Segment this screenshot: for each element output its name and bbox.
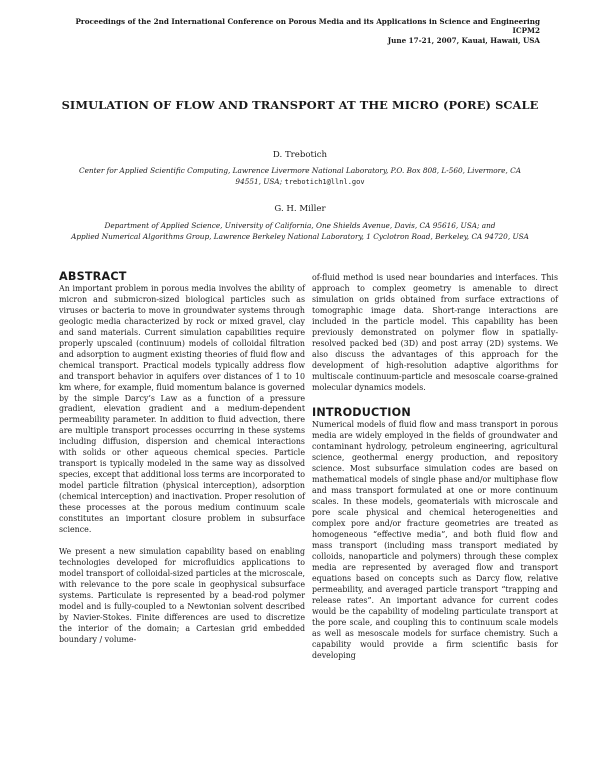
abstract-paragraph-1: An important problem in porous media involves the ability of micron and submicron-sized biological particles such as viruses or bacteria to move in groundwater systems through geologic media characterized by rock or mixed gravel, clay and sand materials. Current simulation capabilities require properly upscaled (continuum) models of colloidal filtration and adsorption to augment existing theories of fluid flow and chemical transport. Practical models typically address flow and transport behavior in aquifers over distances of 1 to 10 km where, for example, fluid momentum balance is governed by the simple Darcy’s Law as a function of a pressure gradient, elevation gradient and a medium-dependent permeability parameter. In addition to fluid advection, there are multiple transport processes occurring in these systems including diffusion, dispersion and chemical interactions with solids or other aqueous chemical species. Particle transport is typically modeled in the same way as dissolved species, except that additional loss terms are incorporated to model particle filtration (physical interception), adsorption (chemical interception) and inactivation. Proper resolution of these processes at the porous medium continuum scale constitutes an important closure problem in subsurface science.: [59, 284, 305, 534]
affiliation-line: Applied Numerical Algorithms Group, Lawrence Berkeley National Laboratory, 1 Cyclotron Road, Berkeley, CA 94720, USA: [71, 231, 529, 241]
author-email: trebotich1@llnl.gov: [284, 177, 365, 186]
introduction-heading: INTRODUCTION: [312, 406, 411, 420]
affiliation-line: 94551, USA;: [235, 176, 283, 186]
abstract-paragraph-2-start: We present a new simulation capability based on enabling technologies developed for microfluidics applications to model transport of colloidal-sized particles at the microscale, with relevance to the pore scale in geophysical subsurface systems. Particulate is represented by a bead-rod polymer model and is fully-coupled to a Newtonian solvent described by Navier-Stokes. Finite differences are used to discretize the interior of the domain; a Cartesian grid embedded boundary / volume-: [59, 546, 305, 644]
author-name-2: G. H. Miller: [274, 204, 326, 214]
conference-date-location: June 17-21, 2007, Kauai, Hawaii, USA: [387, 35, 540, 45]
introduction-paragraph-1: Numerical models of fluid flow and mass transport in porous media are widely employed in the fields of groundwater and contaminant hydrology, petroleum engineering, agricultural science, geothermal energy production, and repository science. Most subsurface simulation codes are based on mathematical models of single phase and/or multiphase flow and mass transport formulated at one or more continuum scales. In these models, geomaterials with microscale and pore scale physical and chemical heterogeneities and complex pore and/or fracture geometries are treated as homogeneous “effective media”, and both fluid flow and mass transport (including mass transport mediated by colloids, nanoparticle and polymers) through these complex media are represented by averaged flow and transport equations based on concepts such as Darcy flow, relative permeability, and averaged particle transport “trapping and release rates”. An important advance for current codes would be the capability of modeling particulate transport at the pore scale, and coupling this to continuum scale models as well as mesoscale models for surface chemistry. Such a capability would provide a firm scientific basis for developing: [312, 420, 558, 660]
author-name-1: D. Trebotich: [272, 150, 328, 160]
paper-title: SIMULATION OF FLOW AND TRANSPORT AT THE MICRO (PORE) SCALE: [61, 98, 539, 112]
proceedings-header: [70, 17, 540, 45]
author-affiliation-1: [0, 166, 600, 188]
affiliation-line: Department of Applied Science, University of California, One Shields Avenue, Davis, CA 95616, USA; and: [104, 221, 496, 230]
left-column: [59, 270, 305, 646]
author-affiliation-2: [0, 221, 600, 243]
affiliation-line: Center for Applied Scientific Computing, Lawrence Livermore National Laboratory, P.O. Box 808, L-560, Livermore, CA: [79, 166, 521, 175]
abstract-heading: ABSTRACT: [59, 270, 127, 283]
conference-code: ICPM2: [512, 26, 540, 36]
conference-name: Proceedings of the 2nd International Conference on Porous Media and its Applications in Science and Engineering: [75, 17, 540, 26]
abstract-paragraph-2-end: of-fluid method is used near boundaries and interfaces. This approach to complex geometry is amenable to direct simulation on grids obtained from surface extractions of tomographic image data. Short-range interactions are included in the particle model. This capability has been previously demonstrated on polymer flow in spatially-resolved packed bed (3D) and post array (2D) systems. We also discuss the advantages of this approach for the development of high-resolution adaptive algorithms for multiscale continuum-particle and mesoscale coarse-grained molecular dynamics models.: [312, 273, 558, 392]
right-column: [312, 273, 558, 661]
